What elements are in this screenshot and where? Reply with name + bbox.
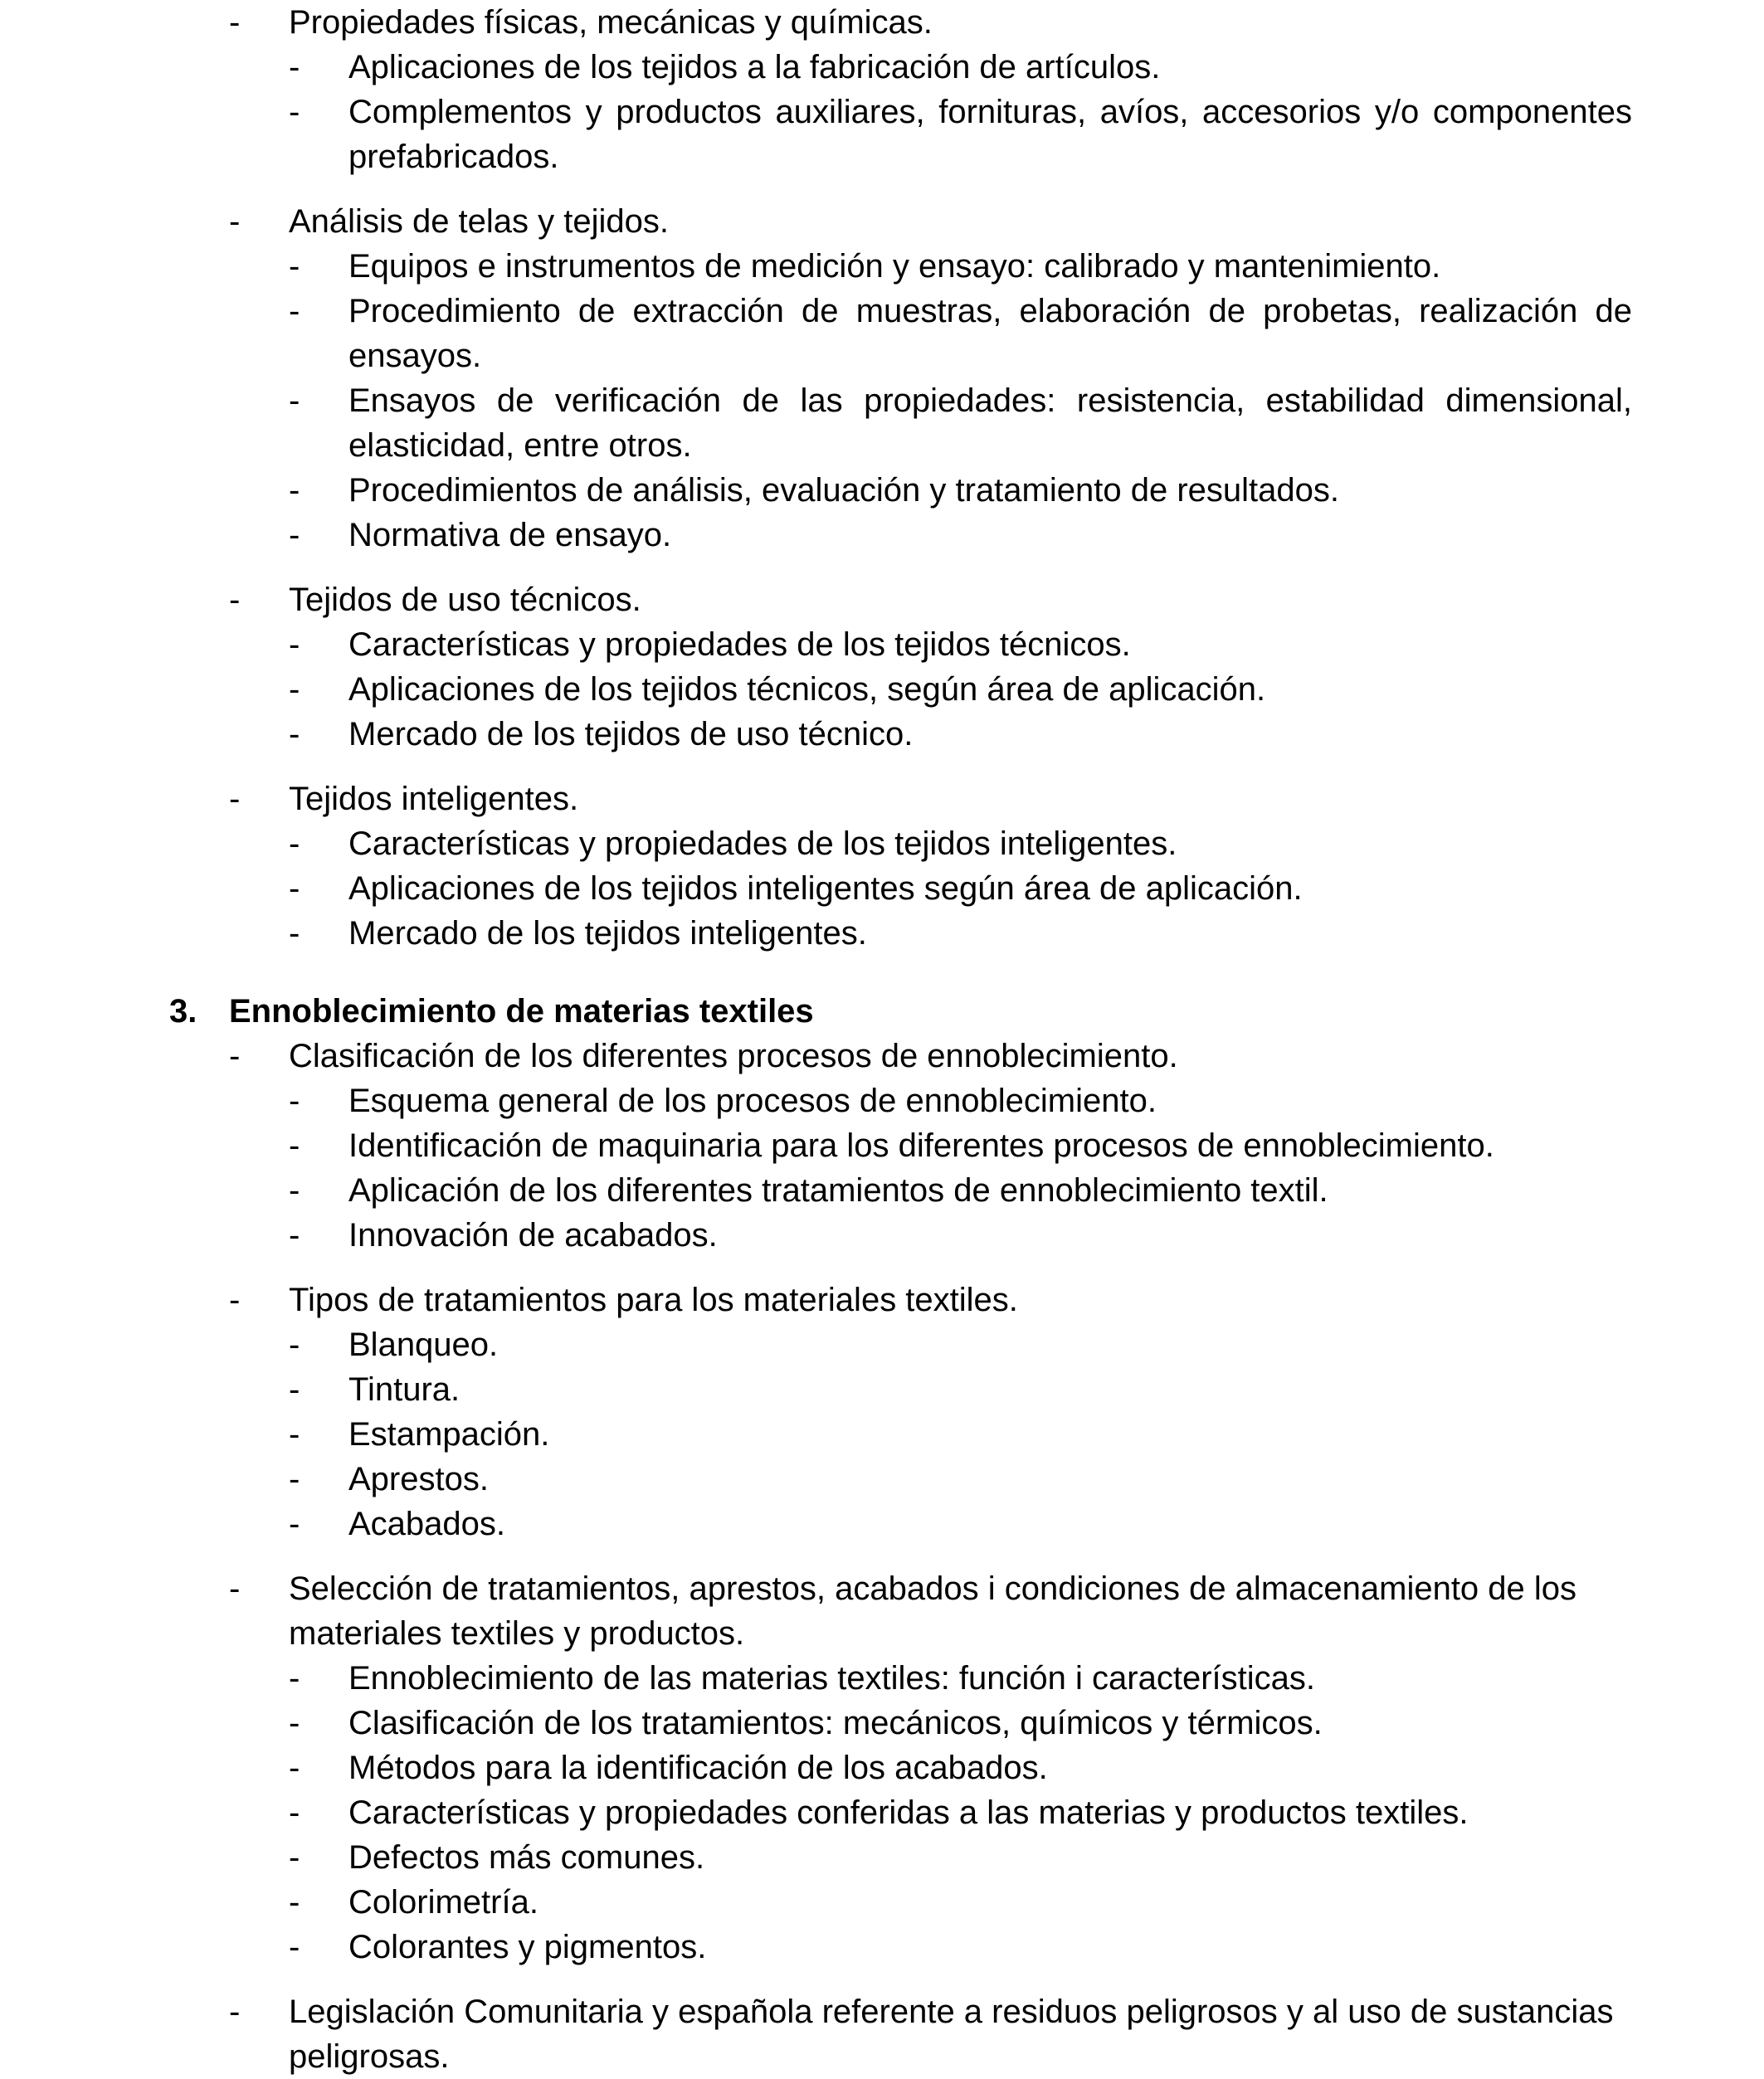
dash-bullet: - <box>229 781 241 817</box>
subtopic-item <box>0 1701 1632 1745</box>
topic-heading <box>0 1278 1616 1322</box>
subtopic-item <box>0 513 1632 557</box>
dash-bullet: - <box>289 716 300 752</box>
subtopic-text: Procedimiento de extracción de muestras, elaboración de probetas, realización de ensayos. <box>348 293 1632 374</box>
subtopic-text: Acabados. <box>348 1506 506 1542</box>
subtopic-item <box>0 667 1632 712</box>
subtopic-item <box>0 244 1632 289</box>
dash-bullet: - <box>289 1327 300 1363</box>
dash-bullet: - <box>289 1461 300 1497</box>
dash-bullet: - <box>289 915 300 952</box>
dash-bullet: - <box>289 472 300 509</box>
dash-bullet: - <box>289 1884 300 1921</box>
list-before-section <box>0 0 1764 956</box>
topic-heading <box>0 577 1616 622</box>
topic-heading-text: Legislación Comunitaria y española referente a residuos peligrosos y al uso de sustancias peligrosas. <box>289 1994 1614 2075</box>
dash-bullet: - <box>289 1217 300 1254</box>
spacer <box>0 179 1764 199</box>
subtopic-text: Clasificación de los tratamientos: mecánicos, químicos y térmicos. <box>348 1705 1323 1741</box>
subtopic-item <box>0 1412 1632 1457</box>
dash-bullet: - <box>229 1570 241 1607</box>
dash-bullet: - <box>289 248 300 285</box>
dash-bullet: - <box>229 203 241 240</box>
topic-heading <box>0 1989 1616 2079</box>
subtopic-text: Blanqueo. <box>348 1327 499 1363</box>
spacer <box>0 557 1764 577</box>
dash-bullet: - <box>289 626 300 663</box>
subtopic-text: Características y propiedades conferidas a las materias y productos textiles. <box>348 1794 1469 1831</box>
topic-heading-text: Propiedades físicas, mecánicas y químicas. <box>289 4 933 41</box>
subtopic-text: Aplicación de los diferentes tratamientos de ennoblecimiento textil. <box>348 1172 1328 1209</box>
subtopic-text: Tintura. <box>348 1371 460 1408</box>
topic-heading <box>0 199 1616 244</box>
list-after-section <box>0 1034 1764 2079</box>
dash-bullet: - <box>229 4 241 41</box>
topic-group <box>0 1278 1764 1546</box>
subtopic-text: Ennoblecimiento de las materias textiles: función i características. <box>348 1660 1315 1697</box>
subtopic-text: Mercado de los tejidos inteligentes. <box>348 915 867 952</box>
subtopic-text: Aplicaciones de los tejidos inteligentes según área de aplicación. <box>348 870 1303 907</box>
topic-heading-text: Clasificación de los diferentes procesos de ennoblecimiento. <box>289 1038 1178 1074</box>
subtopic-item <box>0 1880 1632 1925</box>
topic-heading-text: Selección de tratamientos, aprestos, acabados i condiciones de almacenamiento de los materiales textiles y productos. <box>289 1570 1577 1652</box>
subtopic-item <box>0 1502 1632 1546</box>
dash-bullet: - <box>289 94 300 130</box>
subtopic-text: Aprestos. <box>348 1461 489 1497</box>
topic-group <box>0 0 1764 179</box>
subtopic-text: Aplicaciones de los tejidos técnicos, según área de aplicación. <box>348 671 1266 708</box>
dash-bullet: - <box>229 1282 241 1318</box>
subtopic-text: Colorantes y pigmentos. <box>348 1929 707 1965</box>
topic-group <box>0 1034 1764 1258</box>
subtopic-item <box>0 1213 1632 1258</box>
subtopic-text: Normativa de ensayo. <box>348 517 672 553</box>
subtopic-item <box>0 1168 1632 1213</box>
dash-bullet: - <box>289 293 300 329</box>
subtopic-text: Aplicaciones de los tejidos a la fabricación de artículos. <box>348 49 1161 85</box>
subtopic-item <box>0 622 1632 667</box>
subtopic-item <box>0 1790 1632 1835</box>
subtopic-item <box>0 1457 1632 1502</box>
dash-bullet: - <box>289 1929 300 1965</box>
topic-heading <box>0 1034 1616 1078</box>
spacer <box>0 1546 1764 1566</box>
topic-heading <box>0 0 1616 45</box>
subtopic-text: Complementos y productos auxiliares, fornituras, avíos, accesorios y/o componentes prefabricados. <box>348 94 1632 175</box>
subtopic-item <box>0 821 1632 866</box>
dash-bullet: - <box>289 1839 300 1876</box>
subtopic-item <box>0 866 1632 911</box>
dash-bullet: - <box>289 870 300 907</box>
subtopic-item <box>0 468 1632 513</box>
topic-heading <box>0 1566 1616 1656</box>
subtopic-text: Equipos e instrumentos de medición y ensayo: calibrado y mantenimiento. <box>348 248 1441 285</box>
topic-heading-text: Análisis de telas y tejidos. <box>289 203 670 240</box>
topic-heading-text: Tejidos de uso técnicos. <box>289 582 641 618</box>
dash-bullet: - <box>289 1416 300 1453</box>
subtopic-item <box>0 289 1632 378</box>
subtopic-text: Colorimetría. <box>348 1884 538 1921</box>
dash-bullet: - <box>229 582 241 618</box>
spacer <box>0 1969 1764 1989</box>
subtopic-item <box>0 1078 1632 1123</box>
dash-bullet: - <box>229 1994 241 2030</box>
dash-bullet: - <box>289 382 300 419</box>
dash-bullet: - <box>289 49 300 85</box>
subtopic-text: Estampación. <box>348 1416 550 1453</box>
topic-group <box>0 1566 1764 1969</box>
dash-bullet: - <box>289 1371 300 1408</box>
section-title: Ennoblecimiento de materias textiles <box>229 993 814 1030</box>
topic-group <box>0 199 1764 557</box>
subtopic-text: Identificación de maquinaria para los diferentes procesos de ennoblecimiento. <box>348 1127 1494 1164</box>
subtopic-text: Defectos más comunes. <box>348 1839 705 1876</box>
topic-heading-text: Tejidos inteligentes. <box>289 781 579 817</box>
spacer <box>0 1258 1764 1278</box>
dash-bullet: - <box>289 1172 300 1209</box>
subtopic-item <box>0 1123 1632 1168</box>
subtopic-text: Procedimientos de análisis, evaluación y tratamiento de resultados. <box>348 472 1339 509</box>
subtopic-item <box>0 1367 1632 1412</box>
subtopic-text: Mercado de los tejidos de uso técnico. <box>348 716 914 752</box>
dash-bullet: - <box>289 825 300 862</box>
dash-bullet: - <box>289 1506 300 1542</box>
topic-group <box>0 777 1764 956</box>
subtopic-item <box>0 1656 1632 1701</box>
section-heading <box>0 989 1764 1034</box>
subtopic-item <box>0 1745 1632 1790</box>
section-number: 3. <box>169 993 197 1030</box>
subtopic-text: Características y propiedades de los tejidos inteligentes. <box>348 825 1177 862</box>
subtopic-text: Métodos para la identificación de los acabados. <box>348 1750 1048 1786</box>
subtopic-item <box>0 911 1632 956</box>
subtopic-text: Esquema general de los procesos de ennoblecimiento. <box>348 1083 1157 1119</box>
topic-group <box>0 1989 1764 2079</box>
subtopic-item <box>0 90 1632 179</box>
dash-bullet: - <box>289 671 300 708</box>
subtopic-item <box>0 1835 1632 1880</box>
subtopic-item <box>0 378 1632 468</box>
dash-bullet: - <box>289 1794 300 1831</box>
subtopic-item <box>0 1322 1632 1367</box>
topic-heading <box>0 777 1616 821</box>
dash-bullet: - <box>289 1750 300 1786</box>
subtopic-text: Características y propiedades de los tejidos técnicos. <box>348 626 1131 663</box>
subtopic-text: Ensayos de verificación de las propiedades: resistencia, estabilidad dimensional, elasticidad, entre otros. <box>348 382 1632 464</box>
dash-bullet: - <box>229 1038 241 1074</box>
subtopic-text: Innovación de acabados. <box>348 1217 718 1254</box>
topic-group <box>0 577 1764 757</box>
dash-bullet: - <box>289 1127 300 1164</box>
dash-bullet: - <box>289 1660 300 1697</box>
dash-bullet: - <box>289 517 300 553</box>
dash-bullet: - <box>289 1083 300 1119</box>
subtopic-item <box>0 712 1632 757</box>
subtopic-item <box>0 45 1632 90</box>
topic-heading-text: Tipos de tratamientos para los materiales textiles. <box>289 1282 1018 1318</box>
dash-bullet: - <box>289 1705 300 1741</box>
spacer <box>0 757 1764 777</box>
subtopic-item <box>0 1925 1632 1969</box>
